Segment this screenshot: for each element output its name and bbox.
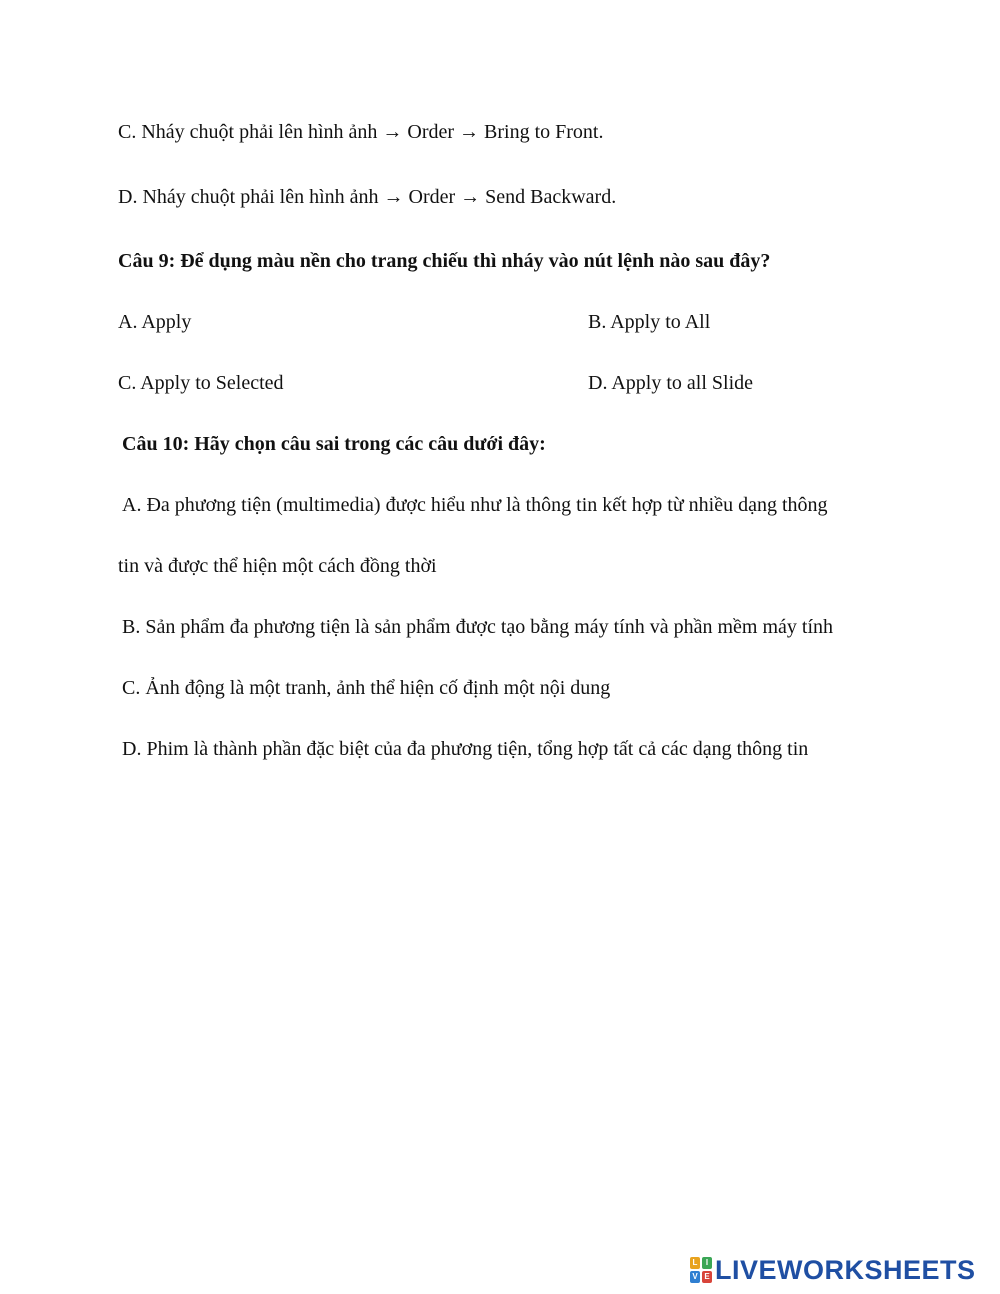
option-9b: B. Apply to All <box>588 311 711 333</box>
question-10: Câu 10: Hãy chọn câu sai trong các câu dưới đây: <box>122 433 546 455</box>
liveworksheets-logo-icon <box>690 1257 712 1283</box>
logo-mark-e: E <box>702 1271 712 1283</box>
option-9c: C. Apply to Selected <box>118 372 284 394</box>
logo-mark-l: L <box>690 1257 700 1269</box>
option-9a: A. Apply <box>118 311 192 333</box>
option-10a-line-2: tin và được thể hiện một cách đồng thời <box>118 555 437 577</box>
option-10c: C. Ảnh động là một tranh, ảnh thể hiện cố định một nội dung <box>122 677 611 699</box>
option-8c: C. Nháy chuột phải lên hình ảnh → Order → Bring to Front. <box>118 121 604 143</box>
logo-text: LIVEWORKSHEETS <box>715 1254 976 1285</box>
question-9: Câu 9: Để dụng màu nền cho trang chiếu thì nháy vào nút lệnh nào sau đây? <box>118 250 771 272</box>
option-10d: D. Phim là thành phần đặc biệt của đa phương tiện, tổng hợp tất cả các dạng thông tin <box>122 738 809 760</box>
logo-mark-v: V <box>690 1271 700 1283</box>
logo-mark-i: I <box>702 1257 712 1269</box>
option-9d: D. Apply to all Slide <box>588 372 753 394</box>
option-8d: D. Nháy chuột phải lên hình ảnh → Order → Send Backward. <box>118 186 617 208</box>
option-10a-line-1: A. Đa phương tiện (multimedia) được hiểu như là thông tin kết hợp từ nhiều dạng thông <box>122 494 828 516</box>
option-10b: B. Sản phẩm đa phương tiện là sản phẩm được tạo bằng máy tính và phần mềm máy tính <box>122 616 834 638</box>
liveworksheets-logo <box>690 1255 976 1285</box>
